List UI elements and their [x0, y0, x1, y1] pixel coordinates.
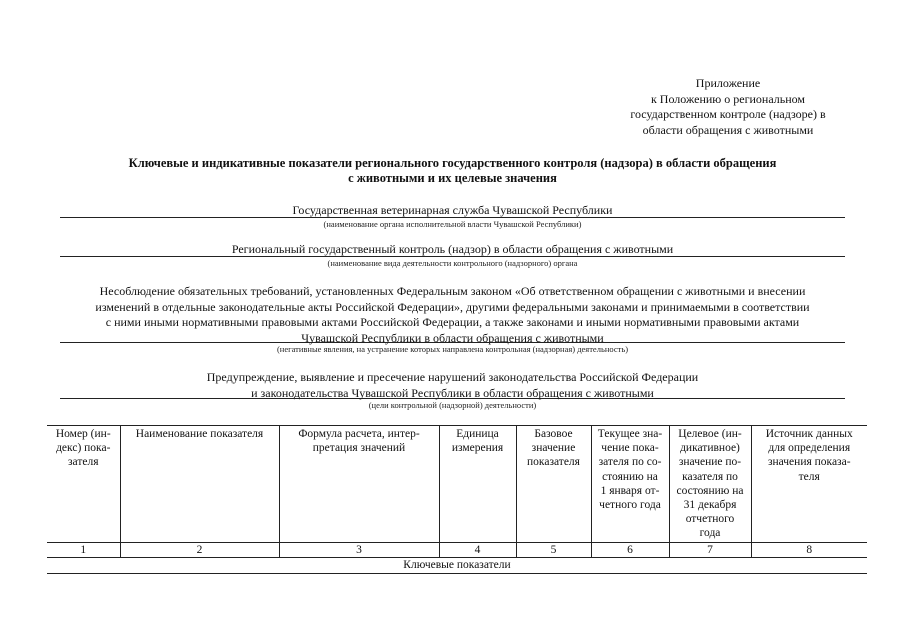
goals-underline	[60, 398, 845, 399]
column-header-unit	[439, 426, 516, 543]
column-header-target-value	[669, 426, 751, 543]
negative-line: Чувашской Республики в области обращения с животными	[301, 330, 604, 345]
authority-underline	[60, 217, 845, 218]
column-number: 3	[279, 543, 439, 558]
column-header-current-value	[591, 426, 669, 543]
column-header-target-value-text: Целевое (ин- дикативное) значение по- казателя по состоянию на 31 декабря отчетного года	[676, 428, 744, 540]
column-header-name	[120, 426, 279, 543]
column-header-data-source-text: Источник данных для определения значения показа- теля	[765, 428, 853, 483]
column-number: 8	[751, 543, 867, 558]
column-header-unit-text: Единица измерения	[451, 428, 504, 455]
column-header-name-text: Наименование показателя	[135, 428, 264, 440]
appendix-line: государственном контроле (надзоре) в	[630, 107, 826, 121]
column-number-row	[47, 543, 867, 558]
activity-caption: (наименование вида деятельности контрольного (надзорного) органа	[327, 258, 578, 268]
column-header-base-value-text: Базовое значение показателя	[527, 428, 580, 469]
column-number: 1	[47, 543, 120, 558]
table-header-row	[47, 426, 867, 543]
appendix-line: Приложение	[695, 76, 761, 90]
goals-caption: (цели контрольной (надзорной) деятельности)	[368, 400, 537, 410]
negative-phenomena-text	[60, 284, 845, 346]
column-header-formula	[279, 426, 439, 543]
column-number: 5	[516, 543, 591, 558]
appendix-line: к Положению о региональном	[650, 91, 806, 106]
section-row	[47, 558, 867, 574]
negative-line: с ними иными нормативными правовыми актами Российской Федерации, а также законами и иными нормативными правовыми актами	[105, 315, 800, 329]
activity-value: Региональный государственный контроль (надзор) в области обращения с животными	[231, 242, 674, 256]
indicators-table	[47, 425, 867, 574]
document-title	[50, 156, 855, 186]
column-header-index-text: Номер (ин- декс) пока- зателя	[55, 428, 111, 469]
authority-value: Государственная ветеринарная служба Чувашской Республики	[292, 203, 613, 217]
appendix-line: области обращения с животными	[642, 122, 814, 137]
column-number: 2	[120, 543, 279, 558]
negative-caption: (негативные явления, на устранение которых направлена контрольная (надзорная) деятельность)	[276, 344, 629, 354]
column-number: 6	[591, 543, 669, 558]
column-number: 7	[669, 543, 751, 558]
document-title-line: Ключевые и индикативные показатели регионального государственного контроля (надзора) в области обращения	[128, 156, 777, 170]
goals-line: и законодательства Чувашской Республики в области обращения с животными	[251, 385, 654, 400]
section-label-key-indicators: Ключевые показатели	[47, 558, 867, 574]
column-header-data-source	[751, 426, 867, 543]
column-header-current-value-text: Текущее зна- чение пока- зателя по со- стоянию на 1 января от- четного года	[597, 428, 663, 512]
column-header-base-value	[516, 426, 591, 543]
activity-underline	[60, 256, 845, 257]
goals-text	[60, 370, 845, 401]
column-header-formula-text: Формула расчета, интер- претация значений	[298, 428, 420, 455]
column-header-index	[47, 426, 120, 543]
document-title-line: с животными и их целевые значения	[348, 171, 557, 185]
appendix-heading	[600, 76, 856, 138]
negative-underline	[60, 342, 845, 343]
authority-caption: (наименование органа исполнительной власти Чувашской Республики)	[323, 219, 582, 229]
goals-line: Предупреждение, выявление и пресечение нарушений законодательства Российской Федерации	[206, 370, 699, 384]
column-number: 4	[439, 543, 516, 558]
negative-line: Несоблюдение обязательных требований, установленных Федеральным законом «Об ответственном обращении с животными и внесении	[99, 284, 806, 298]
negative-line: изменений в отдельные законодательные акты Российской Федерации», другими федеральными законами и принимаемыми в соответствии	[95, 299, 810, 314]
